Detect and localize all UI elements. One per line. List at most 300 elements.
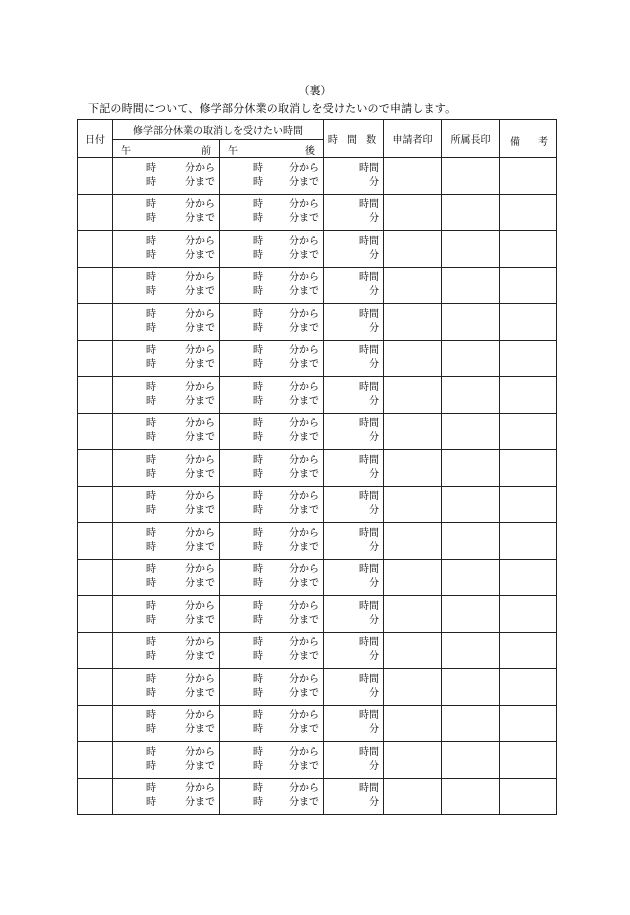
cell-hours-unit-label: 時間 <box>359 272 379 284</box>
remarks-cell[interactable] <box>500 413 557 450</box>
pm-time-cell[interactable] <box>220 559 324 596</box>
cell-from-label: 分から <box>185 199 215 211</box>
date-cell[interactable] <box>78 742 113 779</box>
cell-hour-label: 時 <box>146 491 156 503</box>
am-time-cell[interactable] <box>113 486 220 523</box>
time-line <box>113 600 219 614</box>
pm-time-cell[interactable] <box>220 632 324 669</box>
time-line <box>220 650 323 664</box>
table-row <box>78 158 557 195</box>
applicant-seal-cell[interactable] <box>384 705 442 742</box>
remarks-cell[interactable] <box>500 158 557 195</box>
cell-hour-label: 時 <box>146 527 156 539</box>
cell-hour-label: 時 <box>253 637 263 649</box>
hours-cell[interactable] <box>324 231 384 268</box>
pm-time-cell[interactable] <box>220 523 324 560</box>
time-line <box>220 709 323 723</box>
hours-cell[interactable] <box>324 632 384 669</box>
time-line <box>113 344 219 358</box>
time-line <box>324 687 383 701</box>
cell-from-label: 分から <box>289 418 319 430</box>
cell-from-label: 分から <box>185 783 215 795</box>
cell-until-label: 分まで <box>185 505 215 517</box>
director-seal-cell[interactable] <box>442 231 500 268</box>
time-line <box>220 344 323 358</box>
cell-hour-label: 時 <box>146 746 156 758</box>
time-line <box>220 782 323 796</box>
remarks-cell[interactable] <box>500 778 557 815</box>
date-cell[interactable] <box>78 377 113 414</box>
cell-hour-label: 時 <box>146 687 156 699</box>
am-time-cell[interactable] <box>113 450 220 487</box>
remarks-cell[interactable] <box>500 267 557 304</box>
cell-hour-label: 時 <box>146 359 156 371</box>
cell-hour-label: 時 <box>146 600 156 612</box>
table-row <box>78 267 557 304</box>
cell-minutes-unit-label: 分 <box>369 724 379 736</box>
time-line <box>324 577 383 591</box>
remarks-cell[interactable] <box>500 340 557 377</box>
cell-from-label: 分から <box>185 381 215 393</box>
time-line <box>113 673 219 687</box>
am-time-cell[interactable] <box>113 705 220 742</box>
cell-until-label: 分まで <box>289 724 319 736</box>
pm-time-cell[interactable] <box>220 669 324 706</box>
time-line <box>220 381 323 395</box>
remarks-cell[interactable] <box>500 669 557 706</box>
cell-hour-label: 時 <box>253 760 263 772</box>
date-cell[interactable] <box>78 231 113 268</box>
cell-from-label: 分から <box>289 673 319 685</box>
director-seal-cell[interactable] <box>442 559 500 596</box>
time-line <box>220 322 323 336</box>
director-seal-cell[interactable] <box>442 742 500 779</box>
remarks-cell[interactable] <box>500 742 557 779</box>
time-line <box>220 577 323 591</box>
cell-hour-label: 時 <box>146 418 156 430</box>
am-time-cell[interactable] <box>113 596 220 633</box>
pm-time-cell[interactable] <box>220 705 324 742</box>
hours-cell[interactable] <box>324 742 384 779</box>
director-seal-cell[interactable] <box>442 267 500 304</box>
am-time-cell[interactable] <box>113 304 220 341</box>
hours-cell[interactable] <box>324 158 384 195</box>
hours-cell[interactable] <box>324 778 384 815</box>
cell-hours-unit-label: 時間 <box>359 418 379 430</box>
pm-time-cell[interactable] <box>220 596 324 633</box>
cell-until-label: 分まで <box>289 213 319 225</box>
hours-cell[interactable] <box>324 559 384 596</box>
cell-from-label: 分から <box>289 235 319 247</box>
am-time-cell[interactable] <box>113 632 220 669</box>
table-row <box>78 632 557 669</box>
cell-hour-label: 時 <box>146 724 156 736</box>
time-line <box>324 235 383 249</box>
time-line <box>113 468 219 482</box>
cell-until-label: 分まで <box>185 651 215 663</box>
date-cell[interactable] <box>78 705 113 742</box>
cell-hours-unit-label: 時間 <box>359 345 379 357</box>
cell-hours-unit-label: 時間 <box>359 454 379 466</box>
time-line <box>220 454 323 468</box>
cell-until-label: 分まで <box>289 578 319 590</box>
time-line <box>113 636 219 650</box>
cell-until-label: 分まで <box>289 541 319 553</box>
time-line <box>113 504 219 518</box>
cell-until-label: 分まで <box>185 578 215 590</box>
cell-until-label: 分まで <box>289 286 319 298</box>
date-cell[interactable] <box>78 778 113 815</box>
director-seal-cell[interactable] <box>442 158 500 195</box>
cell-until-label: 分まで <box>185 395 215 407</box>
cell-hour-label: 時 <box>146 468 156 480</box>
cell-hour-label: 時 <box>253 322 263 334</box>
cell-hour-label: 時 <box>253 176 263 188</box>
cell-hours-unit-label: 時間 <box>359 308 379 320</box>
time-line <box>220 235 323 249</box>
director-seal-cell[interactable] <box>442 486 500 523</box>
cell-hour-label: 時 <box>253 286 263 298</box>
cell-hour-label: 時 <box>146 235 156 247</box>
date-cell[interactable] <box>78 194 113 231</box>
cell-hour-label: 時 <box>253 724 263 736</box>
cell-hour-label: 時 <box>253 418 263 430</box>
hours-cell[interactable] <box>324 413 384 450</box>
time-line <box>220 687 323 701</box>
applicant-seal-cell[interactable] <box>384 413 442 450</box>
date-cell[interactable] <box>78 304 113 341</box>
cell-hour-label: 時 <box>253 505 263 517</box>
cell-hour-label: 時 <box>253 651 263 663</box>
time-line <box>220 176 323 190</box>
am-time-cell[interactable] <box>113 231 220 268</box>
cell-until-label: 分まで <box>289 322 319 334</box>
hours-cell[interactable] <box>324 377 384 414</box>
cell-from-label: 分から <box>289 491 319 503</box>
cell-from-label: 分から <box>289 710 319 722</box>
cell-hour-label: 時 <box>146 541 156 553</box>
cell-hours-unit-label: 時間 <box>359 564 379 576</box>
applicant-seal-cell[interactable] <box>384 559 442 596</box>
remarks-cell[interactable] <box>500 486 557 523</box>
hours-cell[interactable] <box>324 340 384 377</box>
am-time-cell[interactable] <box>113 778 220 815</box>
applicant-seal-cell[interactable] <box>384 304 442 341</box>
time-line <box>113 162 219 176</box>
time-line <box>113 723 219 737</box>
applicant-seal-cell[interactable] <box>384 669 442 706</box>
time-line <box>324 673 383 687</box>
time-line <box>324 796 383 810</box>
pm-time-cell[interactable] <box>220 413 324 450</box>
am-time-cell[interactable] <box>113 267 220 304</box>
cell-until-label: 分まで <box>185 249 215 261</box>
cell-hour-label: 時 <box>253 359 263 371</box>
cell-hour-label: 時 <box>146 797 156 809</box>
director-seal-cell[interactable] <box>442 413 500 450</box>
cell-until-label: 分まで <box>289 468 319 480</box>
director-seal-cell[interactable] <box>442 340 500 377</box>
cell-until-label: 分まで <box>185 614 215 626</box>
am-time-cell[interactable] <box>113 377 220 414</box>
applicant-seal-cell[interactable] <box>384 231 442 268</box>
cell-until-label: 分まで <box>185 286 215 298</box>
cell-until-label: 分まで <box>185 359 215 371</box>
date-cell[interactable] <box>78 523 113 560</box>
cell-until-label: 分まで <box>289 797 319 809</box>
cell-hour-label: 時 <box>253 541 263 553</box>
cell-from-label: 分から <box>185 746 215 758</box>
cell-hour-label: 時 <box>253 162 263 174</box>
cell-from-label: 分から <box>289 746 319 758</box>
director-seal-cell[interactable] <box>442 778 500 815</box>
hours-cell[interactable] <box>324 669 384 706</box>
cell-hour-label: 時 <box>146 272 156 284</box>
date-cell[interactable] <box>78 340 113 377</box>
date-cell[interactable] <box>78 669 113 706</box>
time-line <box>113 322 219 336</box>
cell-until-label: 分まで <box>289 359 319 371</box>
cell-hour-label: 時 <box>253 710 263 722</box>
time-line <box>220 271 323 285</box>
remarks-cell[interactable] <box>500 632 557 669</box>
cell-hour-label: 時 <box>253 527 263 539</box>
am-time-cell[interactable] <box>113 669 220 706</box>
director-seal-cell[interactable] <box>442 304 500 341</box>
cell-hour-label: 時 <box>253 199 263 211</box>
remarks-cell[interactable] <box>500 450 557 487</box>
time-line <box>324 431 383 445</box>
applicant-seal-cell[interactable] <box>384 377 442 414</box>
hours-cell[interactable] <box>324 486 384 523</box>
hours-cell[interactable] <box>324 596 384 633</box>
am-time-cell[interactable] <box>113 194 220 231</box>
pm-time-cell[interactable] <box>220 377 324 414</box>
time-line <box>113 198 219 212</box>
cell-hour-label: 時 <box>253 614 263 626</box>
time-line <box>220 746 323 760</box>
cell-hours-unit-label: 時間 <box>359 527 379 539</box>
pm-time-cell[interactable] <box>220 158 324 195</box>
applicant-seal-cell[interactable] <box>384 194 442 231</box>
time-line <box>113 796 219 810</box>
time-line <box>220 212 323 226</box>
pm-time-cell[interactable] <box>220 194 324 231</box>
time-line <box>113 285 219 299</box>
time-line <box>220 723 323 737</box>
time-line <box>324 381 383 395</box>
date-cell[interactable] <box>78 158 113 195</box>
cell-from-label: 分から <box>185 491 215 503</box>
applicant-seal-cell[interactable] <box>384 267 442 304</box>
applicant-seal-cell[interactable] <box>384 450 442 487</box>
am-time-cell[interactable] <box>113 158 220 195</box>
intro-text: 下記の時間について、修学部分休業の取消しを受けたいので申請します。 <box>88 102 457 115</box>
applicant-seal-cell[interactable] <box>384 778 442 815</box>
cell-hours-unit-label: 時間 <box>359 199 379 211</box>
director-seal-cell[interactable] <box>442 669 500 706</box>
cell-hour-label: 時 <box>146 760 156 772</box>
header-pm-left: 午 <box>228 146 238 157</box>
applicant-seal-cell[interactable] <box>384 596 442 633</box>
cell-from-label: 分から <box>185 710 215 722</box>
cell-from-label: 分から <box>185 454 215 466</box>
pm-time-cell[interactable] <box>220 304 324 341</box>
time-line <box>220 358 323 372</box>
cell-hour-label: 時 <box>253 564 263 576</box>
director-seal-cell[interactable] <box>442 596 500 633</box>
pm-time-cell[interactable] <box>220 267 324 304</box>
time-line <box>220 541 323 555</box>
applicant-seal-cell[interactable] <box>384 632 442 669</box>
director-seal-cell[interactable] <box>442 705 500 742</box>
cell-from-label: 分から <box>185 308 215 320</box>
cell-hour-label: 時 <box>146 322 156 334</box>
remarks-cell[interactable] <box>500 377 557 414</box>
date-cell[interactable] <box>78 596 113 633</box>
applicant-seal-cell[interactable] <box>384 158 442 195</box>
cell-hour-label: 時 <box>146 213 156 225</box>
date-cell[interactable] <box>78 486 113 523</box>
pm-time-cell[interactable] <box>220 231 324 268</box>
time-line <box>113 431 219 445</box>
cell-until-label: 分まで <box>289 395 319 407</box>
cell-from-label: 分から <box>185 637 215 649</box>
hours-cell[interactable] <box>324 523 384 560</box>
director-seal-cell[interactable] <box>442 450 500 487</box>
hours-cell[interactable] <box>324 194 384 231</box>
time-line <box>113 709 219 723</box>
cell-hour-label: 時 <box>146 308 156 320</box>
hours-cell[interactable] <box>324 267 384 304</box>
cell-from-label: 分から <box>289 272 319 284</box>
cell-from-label: 分から <box>185 600 215 612</box>
am-time-cell[interactable] <box>113 523 220 560</box>
cell-until-label: 分まで <box>185 724 215 736</box>
time-line <box>113 687 219 701</box>
header-date: 日付 <box>78 120 113 158</box>
director-seal-cell[interactable] <box>442 632 500 669</box>
cell-until-label: 分まで <box>289 760 319 772</box>
date-cell[interactable] <box>78 267 113 304</box>
cell-hours-unit-label: 時間 <box>359 600 379 612</box>
cell-hour-label: 時 <box>146 614 156 626</box>
pm-time-cell[interactable] <box>220 340 324 377</box>
remarks-cell[interactable] <box>500 523 557 560</box>
cell-hour-label: 時 <box>253 249 263 261</box>
table-row <box>78 340 557 377</box>
pm-time-cell[interactable] <box>220 778 324 815</box>
time-line <box>324 504 383 518</box>
time-line <box>113 760 219 774</box>
am-time-cell[interactable] <box>113 742 220 779</box>
am-time-cell[interactable] <box>113 340 220 377</box>
time-line <box>220 760 323 774</box>
cell-from-label: 分から <box>185 527 215 539</box>
remarks-cell[interactable] <box>500 304 557 341</box>
cell-from-label: 分から <box>185 235 215 247</box>
cell-hours-unit-label: 時間 <box>359 162 379 174</box>
table-row <box>78 669 557 706</box>
cell-minutes-unit-label: 分 <box>369 651 379 663</box>
cell-hours-unit-label: 時間 <box>359 381 379 393</box>
cell-until-label: 分まで <box>185 213 215 225</box>
time-line <box>113 563 219 577</box>
time-line <box>113 395 219 409</box>
cell-until-label: 分まで <box>289 176 319 188</box>
time-line <box>220 673 323 687</box>
table-row <box>78 377 557 414</box>
am-time-cell[interactable] <box>113 559 220 596</box>
time-line <box>220 563 323 577</box>
am-time-cell[interactable] <box>113 413 220 450</box>
director-seal-cell[interactable] <box>442 194 500 231</box>
remarks-cell[interactable] <box>500 559 557 596</box>
cell-from-label: 分から <box>289 564 319 576</box>
cell-minutes-unit-label: 分 <box>369 249 379 261</box>
cancellation-form-table <box>77 119 557 815</box>
pm-time-cell[interactable] <box>220 450 324 487</box>
remarks-cell[interactable] <box>500 705 557 742</box>
time-line <box>220 468 323 482</box>
director-seal-cell[interactable] <box>442 377 500 414</box>
time-line <box>324 614 383 628</box>
cell-hour-label: 時 <box>146 578 156 590</box>
date-cell[interactable] <box>78 559 113 596</box>
table-row <box>78 194 557 231</box>
hours-cell[interactable] <box>324 705 384 742</box>
cell-minutes-unit-label: 分 <box>369 468 379 480</box>
time-line <box>220 504 323 518</box>
time-line <box>324 782 383 796</box>
time-line <box>220 431 323 445</box>
time-line <box>113 454 219 468</box>
cell-hours-unit-label: 時間 <box>359 235 379 247</box>
date-cell[interactable] <box>78 413 113 450</box>
remarks-cell[interactable] <box>500 194 557 231</box>
hours-cell[interactable] <box>324 304 384 341</box>
header-am-right: 前 <box>201 146 211 157</box>
cell-hour-label: 時 <box>146 454 156 466</box>
applicant-seal-cell[interactable] <box>384 742 442 779</box>
table-row <box>78 231 557 268</box>
cell-from-label: 分から <box>289 637 319 649</box>
applicant-seal-cell[interactable] <box>384 340 442 377</box>
page-label: （裏） <box>298 84 332 97</box>
cell-hour-label: 時 <box>146 783 156 795</box>
applicant-seal-cell[interactable] <box>384 486 442 523</box>
cell-hour-label: 時 <box>253 395 263 407</box>
time-line <box>324 344 383 358</box>
date-cell[interactable] <box>78 632 113 669</box>
remarks-cell[interactable] <box>500 231 557 268</box>
pm-time-cell[interactable] <box>220 486 324 523</box>
applicant-seal-cell[interactable] <box>384 523 442 560</box>
table-row <box>78 450 557 487</box>
remarks-cell[interactable] <box>500 596 557 633</box>
time-line <box>113 782 219 796</box>
time-line <box>113 358 219 372</box>
hours-cell[interactable] <box>324 450 384 487</box>
time-line <box>113 650 219 664</box>
date-cell[interactable] <box>78 450 113 487</box>
header-hours: 時 間 数 <box>324 120 384 158</box>
time-line <box>113 308 219 322</box>
time-line <box>324 709 383 723</box>
time-line <box>220 198 323 212</box>
pm-time-cell[interactable] <box>220 742 324 779</box>
director-seal-cell[interactable] <box>442 523 500 560</box>
